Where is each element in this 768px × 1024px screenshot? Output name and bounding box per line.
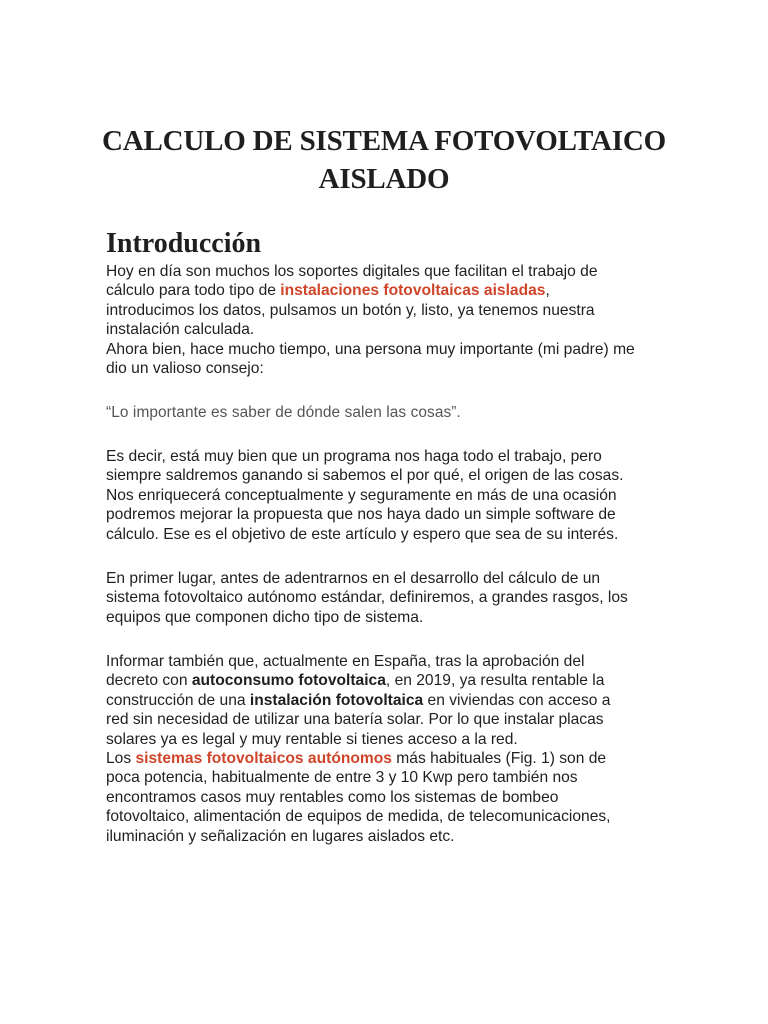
section-heading-introduccion: Introducción — [106, 228, 262, 259]
paragraph-primer-lugar: En primer lugar, antes de adentrarnos en el desarrollo del cálculo de un sistema fotovoltaico autónomo estándar, definiremos, a grandes rasgos, los equipos que componen dicho tipo de sistema. — [106, 570, 628, 626]
quote-text: “Lo importante es saber de dónde salen las cosas”. — [106, 404, 461, 421]
paragraph-intro: Hoy en día son muchos los soportes digitales que facilitan el trabajo de cálculo para todo tipo de instalaciones fotovoltaicas aisladas, introducimos los datos, pulsamos un botón y, listo, ya tenemos nuestra instalación calculada. Ahora bien, hace mucho tiempo, una persona muy importante (mi padre) me dio un valioso consejo: — [106, 263, 635, 378]
document-title — [100, 122, 668, 198]
title-line-2: AISLADO — [318, 163, 450, 195]
title-line-1: CALCULO DE SISTEMA FOTOVOLTAICO — [102, 125, 666, 157]
paragraph-informar: Informar también que, actualmente en España, tras la aprobación del decreto con autoconsumo fotovoltaica, en 2019, ya resulta rentable la construcción de una instalación fotovoltaica en viviendas con acceso a red sin necesidad de utilizar una batería solar. Por lo que instalar placas solares ya es legal y muy rentable si tienes acceso a la red. Los sistemas fotovoltaicos autónomos más habituales (Fig. 1) son de poca potencia, habitualmente de entre 3 y 10 Kwp pero también nos encontramos casos muy rentables como los sistemas de bombeo fotovoltaico, alimentación de equipos de medida, de telecomunicaciones, iluminación y señalización en lugares aislados etc. — [106, 653, 611, 845]
bold-autoconsumo-fotovoltaica: autoconsumo fotovoltaica — [191, 672, 386, 690]
bold-instalacion-fotovoltaica: instalación fotovoltaica — [249, 691, 424, 709]
paragraph-es-decir: Es decir, está muy bien que un programa nos haga todo el trabajo, pero siempre saldremos ganando si sabemos el por qué, el origen de las cosas. Nos enriquecerá conceptualmente y seguramente en más de una ocasión podremos mejorar la propuesta que nos haya dado un simple software de cálculo. Ese es el objetivo de este artículo y espero que sea de su interés. — [106, 448, 624, 543]
link-sistemas-fotovoltaicos-autonomos[interactable]: sistemas fotovoltaicos autónomos — [135, 750, 392, 768]
link-instalaciones-fotovoltaicas-aisladas[interactable]: instalaciones fotovoltaicas aisladas — [280, 282, 546, 300]
